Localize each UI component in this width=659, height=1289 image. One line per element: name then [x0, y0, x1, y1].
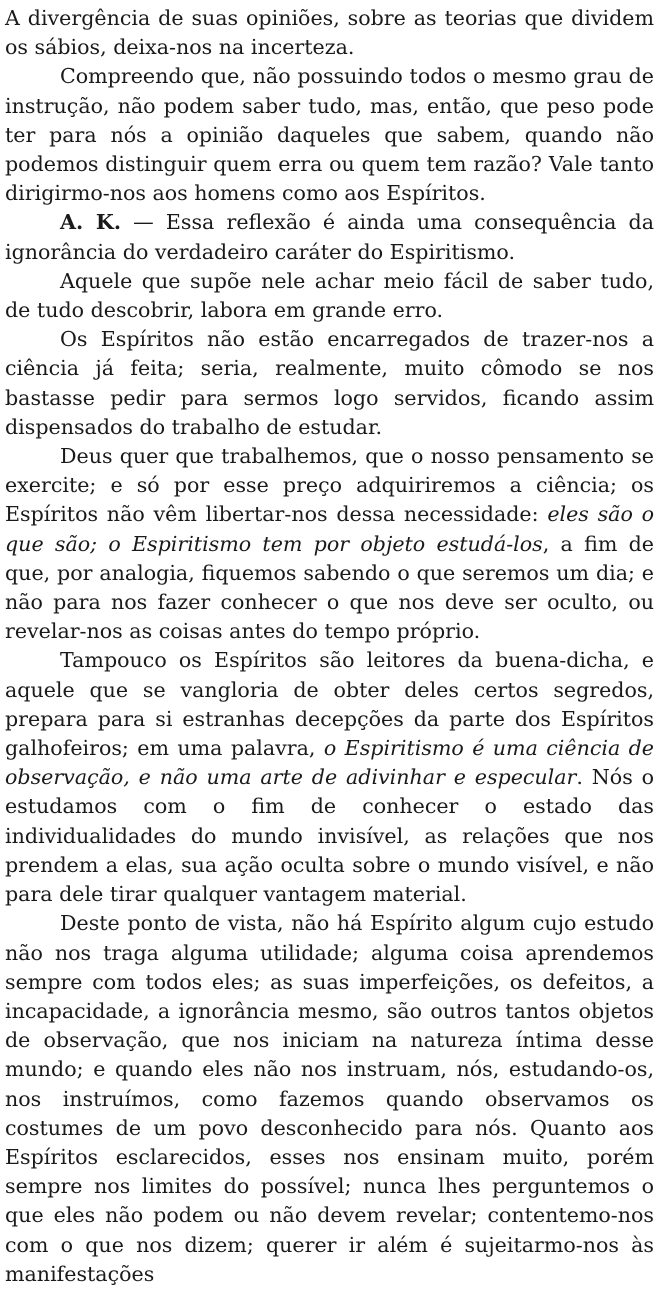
- paragraph: [5, 267, 654, 325]
- paragraph: [5, 325, 654, 442]
- text-run: — Essa reflexão é ainda uma consequência da ignorância do verdadeiro caráter do Espiritismo.: [5, 210, 654, 264]
- text-run: . Nós o estudamos com o fim de conhecer o estado das individualidades do mundo invisível, as relações que nos prendem a elas, sua ação oculta sobre o mundo visível, e não para dele tirar qualquer vantagem material.: [5, 765, 655, 907]
- speaker-label: A. K.: [60, 210, 121, 235]
- text-run: Os Espíritos não estão encarregados de trazer-nos a ciência já feita; seria, realmente, muito cômodo se nos bastasse pedir para sermos logo servidos, ficando assim dispensados do trabalho de estudar.: [5, 327, 654, 439]
- text-run: Compreendo que, não possuindo todos o mesmo grau de instrução, não podem saber tudo, mas, então, que peso pode ter para nós a opinião daqueles que sabem, quando não podemos distinguir quem erra ou quem tem razão? Vale tanto dirigirmo-nos aos homens como aos Espíritos.: [5, 64, 654, 206]
- text-run: Deus quer que trabalhemos, que o nosso pensamento se exercite; e só por esse preço adquiriremos a ciência; os Espíritos não vêm libertar-nos dessa necessidade:: [5, 444, 654, 527]
- text-run: A divergência de suas opiniões, sobre as teorias que dividem os sábios, deixa-nos na incerteza.: [5, 6, 654, 60]
- text-run: , a fim de que, por analogia, fiquemos sabendo o que seremos um dia; e não para nos fazer conhecer o que nos deve ser oculto, ou revelar-nos as coisas antes do tempo próprio.: [5, 531, 654, 644]
- paragraph: [5, 62, 654, 208]
- text-run: Aquele que supõe nele achar meio fácil de saber tudo, de tudo descobrir, labora em grande erro.: [5, 268, 654, 323]
- emphasis-text: o Espiritismo é uma ciência de observação, e não uma arte de adivinhar e especular: [5, 736, 654, 790]
- paragraph: [5, 4, 654, 62]
- text-run: Tampouco os Espíritos são leitores da buena-dicha, e aquele que se vangloria de obter deles certos segredos, prepara para si estranhas decepções da parte dos Espíritos galhofeiros; em uma palavra,: [5, 648, 654, 761]
- text-run: Deste ponto de vista, não há Espírito algum cujo estudo não nos traga alguma utilidade; alguma coisa aprendemos sempre com todos eles; as suas imperfeições, os defeitos, a incapacidade, a ignorância mesmo, são outros tantos objetos de observação, que nos iniciam na natureza íntima desse mundo; e quando eles não nos instruam, nós, estudando-os, nos instruímos, como fazemos quando observamos os costumes de um povo desconhecido para nós. Quanto aos Espíritos esclarecidos, esses nos ensinam muito, porém sempre nos limites do possível; nunca lhes perguntemos o que eles não podem ou não devem revelar; contentemo-nos com o que nos dizem; querer ir além é sujeitarmo-nos às manifestações: [5, 911, 654, 1286]
- emphasis-text: eles são o que são; o Espiritismo tem por objeto estudá-los: [5, 502, 654, 556]
- paragraph: [5, 442, 654, 646]
- paragraph: [5, 909, 654, 1289]
- paragraph: [5, 646, 654, 909]
- paragraph: [5, 208, 654, 266]
